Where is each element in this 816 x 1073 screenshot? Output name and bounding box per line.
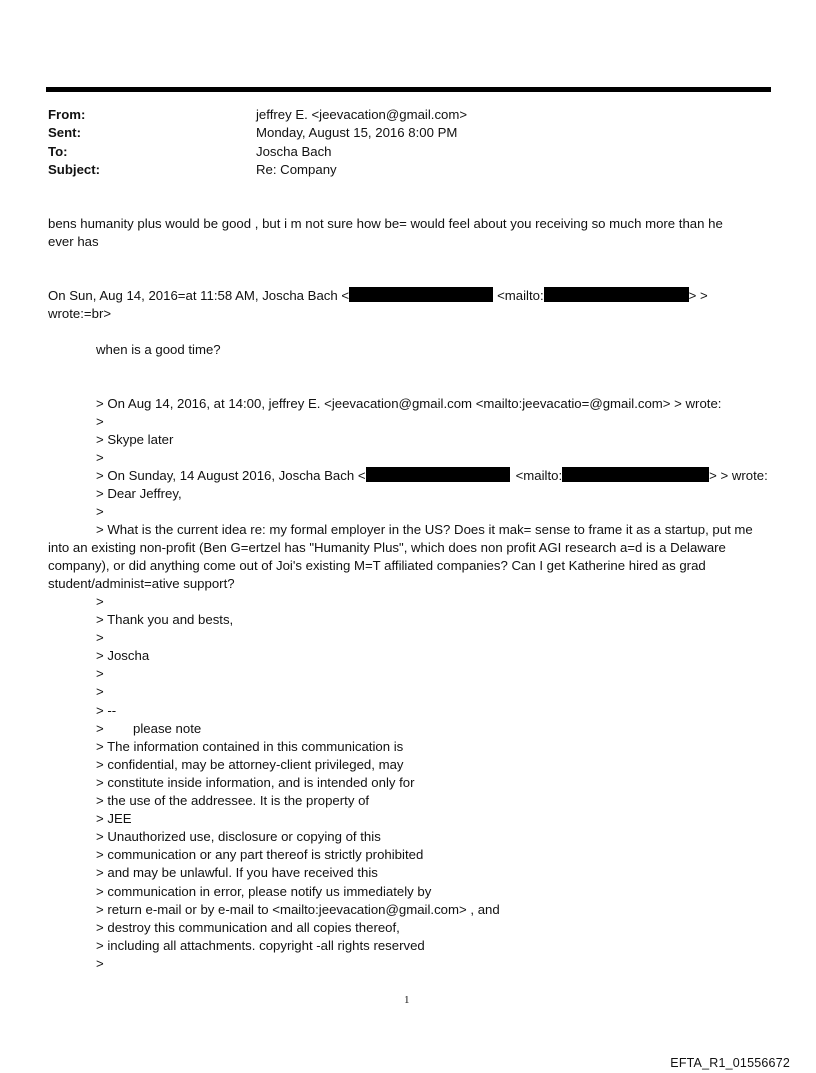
tail-line: >	[96, 594, 104, 609]
tail-line: > Thank you and bests,	[96, 612, 234, 628]
tail-line: > and may be unlawful. If you have received this	[96, 865, 378, 881]
quote-1-header	[48, 287, 708, 305]
redaction-block	[562, 467, 709, 482]
to-label: To:	[48, 143, 68, 159]
sent-label: Sent:	[48, 125, 81, 141]
tail-line: > constitute inside information, and is intended only for	[96, 774, 415, 790]
tail-line: >	[96, 684, 104, 700]
redaction-block	[349, 287, 493, 302]
quote-3-end: > > wrote:	[709, 468, 768, 483]
reply-line-2: ever has	[48, 234, 99, 249]
tail-line: > including all attachments. copyright -all rights reserved	[96, 937, 425, 953]
reply-line-1: bens humanity plus would be good , but i m not sure how be= would feel about you receiving so much more than he	[48, 216, 723, 231]
para-line-4: student/administ=ative support?	[48, 576, 235, 591]
sent-value: Monday, August 15, 2016 8:00 PM	[256, 125, 458, 141]
tail-line: > --	[96, 702, 117, 718]
tail-line: > JEE	[96, 811, 132, 827]
quote-2-gt: >	[96, 450, 104, 465]
from-value: jeffrey E. <jeevacation@gmail.com>	[256, 107, 468, 122]
when-line: when is a good time?	[96, 342, 221, 357]
subject-value: Re: Company	[256, 161, 337, 177]
tail-line: >	[96, 630, 104, 646]
redaction-block	[366, 467, 510, 482]
tail-line: > Unauthorized use, disclosure or copying of this	[96, 829, 381, 845]
tail-line: >	[96, 955, 104, 971]
quote-2-gt: >	[96, 414, 104, 429]
tail-line: > return e-mail or by e-mail to <mailto:jeevacation@gmail.com> , and	[96, 901, 500, 917]
tail-line: > communication in error, please notify us immediately by	[96, 883, 432, 899]
quote-1-mailto: <mailto:	[497, 288, 544, 303]
redaction-block	[544, 287, 689, 302]
quote-3-mailto: <mailto:	[515, 468, 563, 483]
quote-3-header	[96, 467, 768, 485]
tail-line: > destroy this communication and all copies thereof,	[96, 919, 400, 935]
tail-line: > the use of the addressee. It is the property of	[96, 793, 370, 809]
to-value: Joscha Bach	[256, 143, 332, 159]
quote-1-wrote: wrote:=br>	[48, 306, 112, 321]
skype-line: > Skype later	[96, 432, 174, 447]
quote-2-header: > On Aug 14, 2016, at 14:00, jeffrey E. <jeevacation@gmail.com <mailto:jeevacatio=@gmail.com> > wrote:	[96, 396, 722, 411]
quote-3-gt: >	[96, 504, 104, 519]
tail-line: > Joscha	[96, 648, 150, 664]
quote-1-prefix: On Sun, Aug 14, 2016=at 11:58 AM, Joscha Bach <	[48, 288, 350, 303]
tail-line: > The information contained in this communication is	[96, 738, 404, 754]
tail-line: > communication or any part thereof is strictly prohibited	[96, 847, 424, 863]
header-rule	[46, 87, 771, 92]
page-number: 1	[404, 994, 410, 1006]
quoted-tail	[96, 593, 500, 973]
subject-label: Subject:	[48, 161, 101, 177]
para-line-2: into an existing non-profit (Ben G=ertzel has "Humanity Plus", which does non profit AGI research a=d is a Delaware	[48, 540, 726, 555]
quote-1-end: > >	[688, 288, 708, 303]
tail-line: > please note	[96, 720, 202, 736]
tail-line: > confidential, may be attorney-client privileged, may	[96, 756, 404, 772]
tail-line: >	[96, 666, 104, 682]
document-id: EFTA_R1_01556672	[670, 1056, 790, 1070]
from-label: From:	[48, 107, 86, 122]
quote-3-prefix: > On Sunday, 14 August 2016, Joscha Bach <	[96, 468, 366, 483]
dear-line: > Dear Jeffrey,	[96, 486, 182, 501]
para-line-1: > What is the current idea re: my formal employer in the US? Does it mak= sense to frame it as a startup, put me	[96, 522, 753, 537]
para-line-3: company), or did anything come out of Joi's existing M=T affiliated companies? Can I get Katherine hired as grad	[48, 558, 706, 573]
